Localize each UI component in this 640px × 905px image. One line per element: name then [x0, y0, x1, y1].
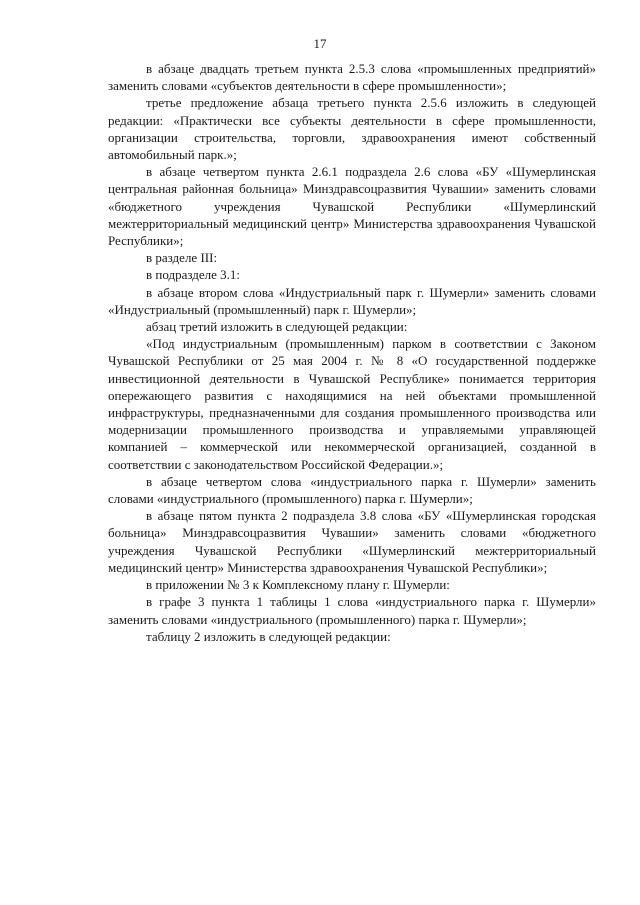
- paragraph-12: в графе 3 пункта 1 таблицы 1 слова «индустриального парка г. Шумерли» заменить словами «индустриального (промышленного) парка г. Шумерли»;: [108, 594, 596, 627]
- paragraph-5: в подразделе 3.1:: [146, 267, 241, 283]
- paragraph-10: в абзаце пятом пункта 2 подраздела 3.8 слова «БУ «Шумерлинская городская больница» Минздравсоцразвития Чувашии» заменить словами «бюджетного учреждения Чувашской Республики «Шумерлинский межтерриториальный медицинский центр» Министерства здравоохранения Чувашской Республики»;: [108, 508, 596, 575]
- paragraph-3: в абзаце четвертом пункта 2.6.1 подраздела 2.6 слова «БУ «Шумерлинская центральная районная больница» Минздравсоцразвития Чувашии» заменить словами «бюджетного учреждения Чувашской Республики «Шумерлинский межтерриториальный медицинский центр» Министерства здравоохранения Чувашской Республики»;: [108, 164, 596, 249]
- paragraph-11: в приложении № 3 к Комплексному плану г. Шумерли:: [146, 577, 450, 593]
- document-body: [108, 60, 596, 645]
- paragraph-9: в абзаце четвертом слова «индустриального парка г. Шумерли» заменить словами «индустриального (промышленного) парка г. Шумерли»;: [108, 473, 596, 507]
- paragraph-13: таблицу 2 изложить в следующей редакции:: [146, 628, 391, 644]
- paragraph-2: третье предложение абзаца третьего пункта 2.5.6 изложить в следующей редакции: «Практически все субъекты деятельности в сфере промышленности, организации строительства, торговли, здравоохранения имеют собственный автомобильный парк.»;: [108, 95, 596, 163]
- paragraph-8: «Под индустриальным (промышленным) парком в соответствии с Законом Чувашской Республики от 25 мая 2004 г. № 8 «О государственной поддержке инвестиционной деятельности в Чувашской Республике» понимается территория опережающего развития с находящимися на ней объектами промышленной инфраструктуры, предназначенными для создания промышленного производства или модернизации промышленного производства и управляемыми управляющей компанией – коммерческой или некоммерческой организацией, созданной в соответствии с законодательством Российской Федерации.»;: [108, 336, 596, 472]
- paragraph-7: абзац третий изложить в следующей редакции:: [146, 319, 408, 335]
- paragraph-6: в абзаце втором слова «Индустриальный парк г. Шумерли» заменить словами «Индустриальный (промышленный) парк г. Шумерли»;: [108, 284, 596, 317]
- page-number: 17: [313, 36, 327, 51]
- paragraph-1: в абзаце двадцать третьем пункта 2.5.3 слова «промышленных предприятий» заменить словами «субъектов деятельности в сфере промышленности»;: [108, 61, 596, 94]
- paragraph-4: в разделе III:: [146, 250, 218, 266]
